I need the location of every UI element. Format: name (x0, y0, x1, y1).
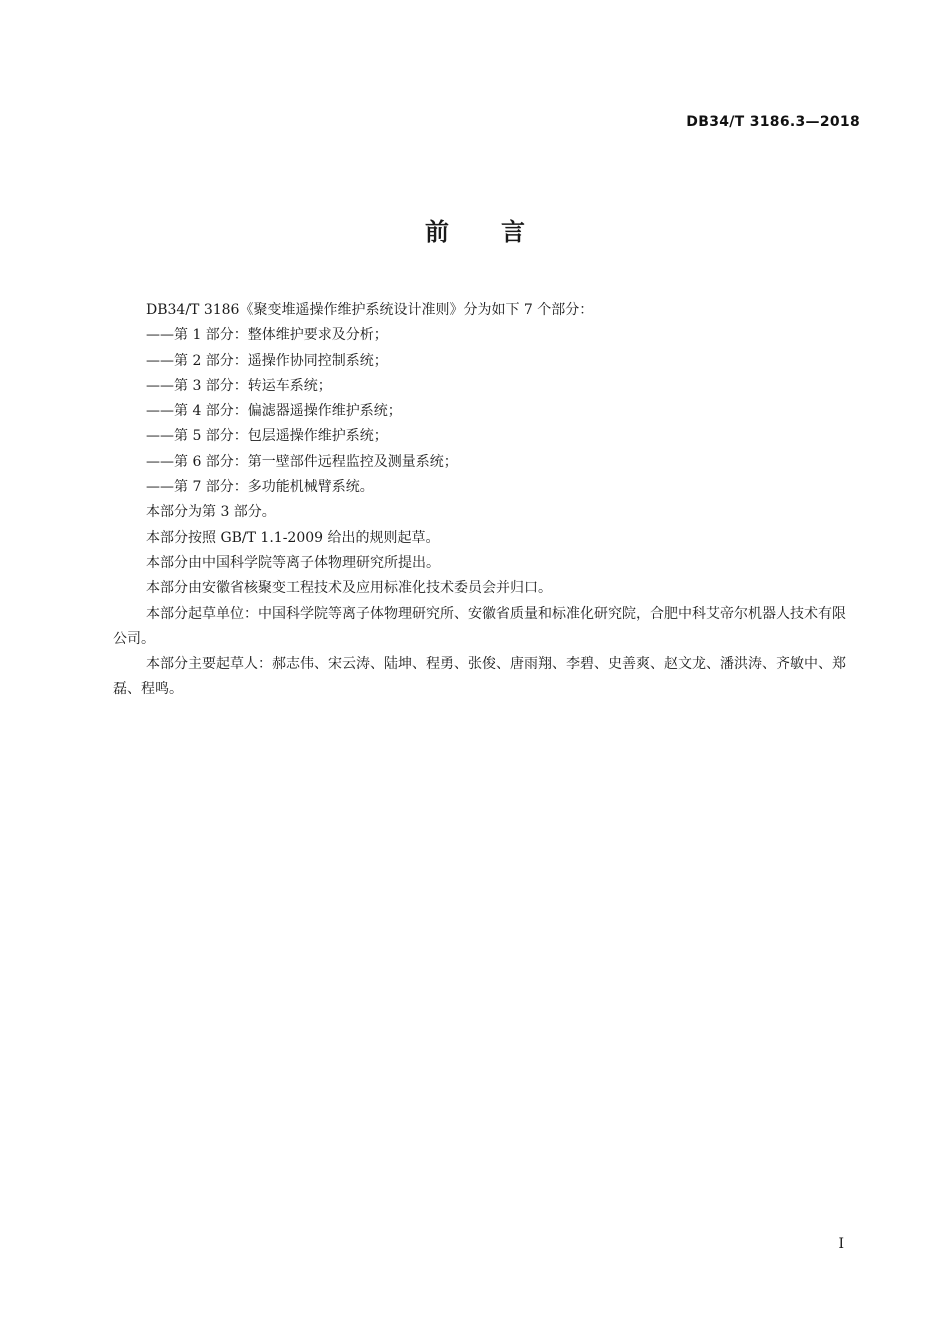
page-title: 前言 (425, 218, 577, 246)
intro-paragraph: DB34/T 3186《聚变堆遥操作维护系统设计准则》分为如下 7 个部分： (146, 302, 594, 318)
drafting-units-paragraph: 本部分起草单位：中国科学院等离子体物理研究所、安徽省质量和标准化研究院，合肥中科艾帝尔机器人技术有限公司。 (113, 605, 846, 647)
drafters-paragraph: 本部分主要起草人：郝志伟、宋云涛、陆坤、程勇、张俊、唐雨翔、李碧、史善爽、赵文龙、潘洪涛、齐敏中、郑磊、程鸣。 (113, 656, 846, 698)
part-list-item: ——第 7 部分：多功能机械臂系统。 (146, 479, 374, 496)
document-body (113, 298, 857, 703)
body-paragraph: 本部分由安徽省核聚变工程技术及应用标准化技术委员会并归口。 (146, 580, 552, 597)
part-list-item: ——第 6 部分：第一壁部件远程监控及测量系统； (146, 453, 458, 470)
page-number: I (838, 1236, 844, 1252)
body-paragraph: 本部分按照 GB/T 1.1-2009 给出的规则起草。 (146, 529, 440, 546)
body-paragraph: 本部分由中国科学院等离子体物理研究所提出。 (146, 554, 440, 571)
part-list-item: ——第 4 部分：偏滤器遥操作维护系统； (146, 403, 402, 420)
part-list-item: ——第 5 部分：包层遥操作维护系统； (146, 428, 388, 445)
body-paragraph: 本部分为第 3 部分。 (146, 504, 276, 521)
part-list-item: ——第 3 部分：转运车系统； (146, 377, 332, 394)
standard-code: DB34/T 3186.3—2018 (686, 114, 860, 130)
part-list-item: ——第 2 部分：遥操作协同控制系统； (146, 352, 388, 369)
part-list-item: ——第 1 部分：整体维护要求及分析； (146, 327, 388, 344)
